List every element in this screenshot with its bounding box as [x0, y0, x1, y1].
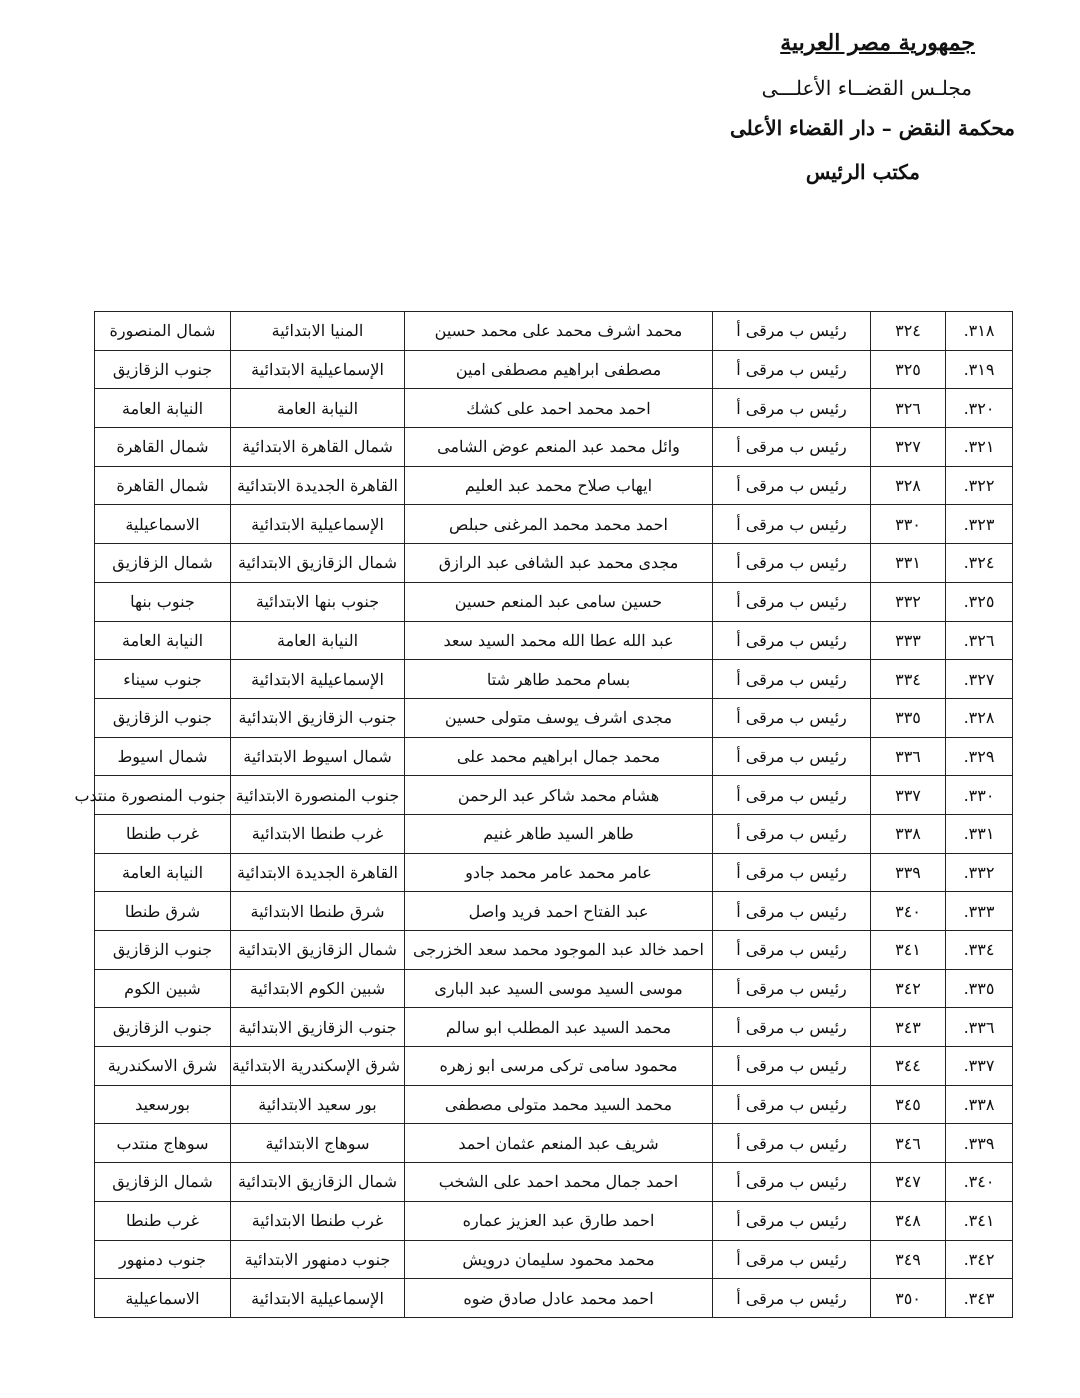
order-cell: ٣٢٤ [871, 312, 946, 351]
court-cell: شمال القاهرة الابتدائية [231, 428, 405, 467]
grade-cell: رئيس ب مرقى أ [713, 814, 871, 853]
table-row [95, 1124, 1013, 1163]
grade-cell: رئيس ب مرقى أ [713, 544, 871, 583]
order-cell: ٣٤٥ [871, 1085, 946, 1124]
order-cell: ٣٣٠ [871, 505, 946, 544]
table-row [95, 660, 1013, 699]
document-header [0, 0, 1080, 290]
region-cell: جنوب الزقازيق [95, 931, 231, 970]
region-cell: شبين الكوم [95, 969, 231, 1008]
order-cell: ٣٣٨ [871, 814, 946, 853]
serial-cell: ٣٣٨. [946, 1085, 1013, 1124]
header-council: مجلـس القضــاء الأعلـــى [761, 76, 972, 100]
serial-cell: ٣٤٢. [946, 1240, 1013, 1279]
court-cell: شرق طنطا الابتدائية [231, 892, 405, 931]
name-cell: عبد الفتاح احمد فريد واصل [405, 892, 713, 931]
region-cell: الاسماعيلية [95, 505, 231, 544]
serial-cell: ٣٤١. [946, 1201, 1013, 1240]
order-cell: ٣٤٨ [871, 1201, 946, 1240]
table-row [95, 1240, 1013, 1279]
region-cell: شرق الاسكندرية [95, 1047, 231, 1086]
order-cell: ٣٣٩ [871, 853, 946, 892]
order-cell: ٣٤٦ [871, 1124, 946, 1163]
table-row [95, 776, 1013, 815]
serial-cell: ٣٢٧. [946, 660, 1013, 699]
grade-cell: رئيس ب مرقى أ [713, 1124, 871, 1163]
header-court: محكمة النقض – دار القضاء الأعلى [730, 116, 1015, 140]
name-cell: احمد محمد محمد المرغنى حبلص [405, 505, 713, 544]
serial-cell: ٣٣٣. [946, 892, 1013, 931]
order-cell: ٣٥٠ [871, 1279, 946, 1318]
name-cell: هشام محمد شاكر عبد الرحمن [405, 776, 713, 815]
court-cell: جنوب الزقازيق الابتدائية [231, 698, 405, 737]
court-cell: الإسماعيلية الابتدائية [231, 505, 405, 544]
name-cell: محمد محمود سليمان درويش [405, 1240, 713, 1279]
name-cell: عامر محمد عامر محمد جادو [405, 853, 713, 892]
serial-cell: ٣٢٥. [946, 582, 1013, 621]
grade-cell: رئيس ب مرقى أ [713, 505, 871, 544]
table-row [95, 428, 1013, 467]
name-cell: محمد السيد محمد متولى مصطفى [405, 1085, 713, 1124]
table-row [95, 312, 1013, 351]
serial-cell: ٣٢٠. [946, 389, 1013, 428]
region-cell: جنوب الزقازيق [95, 698, 231, 737]
region-cell: شمال القاهرة [95, 428, 231, 467]
order-cell: ٣٤٩ [871, 1240, 946, 1279]
table-row [95, 389, 1013, 428]
court-cell: شمال الزقازيق الابتدائية [231, 544, 405, 583]
region-cell: سوهاج منتدب [95, 1124, 231, 1163]
serial-cell: ٣٣١. [946, 814, 1013, 853]
grade-cell: رئيس ب مرقى أ [713, 1163, 871, 1202]
table-row [95, 1085, 1013, 1124]
table-row [95, 969, 1013, 1008]
court-cell: سوهاج الابتدائية [231, 1124, 405, 1163]
grade-cell: رئيس ب مرقى أ [713, 853, 871, 892]
name-cell: ايهاب صلاح محمد عبد العليم [405, 466, 713, 505]
serial-cell: ٣٤٠. [946, 1163, 1013, 1202]
region-cell: شمال القاهرة [95, 466, 231, 505]
serial-cell: ٣١٩. [946, 350, 1013, 389]
court-cell: القاهرة الجديدة الابتدائية [231, 466, 405, 505]
name-cell: احمد خالد عبد الموجود محمد سعد الخزرجى [405, 931, 713, 970]
region-cell: النيابة العامة [95, 621, 231, 660]
region-cell: جنوب المنصورة منتدب [95, 776, 231, 815]
order-cell: ٣٣٧ [871, 776, 946, 815]
court-cell: غرب طنطا الابتدائية [231, 1201, 405, 1240]
grade-cell: رئيس ب مرقى أ [713, 1201, 871, 1240]
court-cell: جنوب الزقازيق الابتدائية [231, 1008, 405, 1047]
grade-cell: رئيس ب مرقى أ [713, 389, 871, 428]
court-cell: النيابة العامة [231, 621, 405, 660]
table-row [95, 1201, 1013, 1240]
court-cell: شمال الزقازيق الابتدائية [231, 931, 405, 970]
header-office: مكتب الرئيس [805, 160, 920, 184]
table-row [95, 1047, 1013, 1086]
name-cell: محمد السيد عبد المطلب ابو سالم [405, 1008, 713, 1047]
order-cell: ٣٤٤ [871, 1047, 946, 1086]
name-cell: مجدى محمد عبد الشافى عبد الرازق [405, 544, 713, 583]
serial-cell: ٣٣٢. [946, 853, 1013, 892]
court-cell: الإسماعيلية الابتدائية [231, 660, 405, 699]
court-cell: المنيا الابتدائية [231, 312, 405, 351]
region-cell: جنوب الزقازيق [95, 1008, 231, 1047]
serial-cell: ٣٣٥. [946, 969, 1013, 1008]
court-cell: الإسماعيلية الابتدائية [231, 1279, 405, 1318]
order-cell: ٣٣٣ [871, 621, 946, 660]
region-cell: جنوب دمنهور [95, 1240, 231, 1279]
grade-cell: رئيس ب مرقى أ [713, 660, 871, 699]
order-cell: ٣٣٥ [871, 698, 946, 737]
order-cell: ٣٣٤ [871, 660, 946, 699]
region-cell: بورسعيد [95, 1085, 231, 1124]
grade-cell: رئيس ب مرقى أ [713, 776, 871, 815]
table-row [95, 1279, 1013, 1318]
table-row [95, 466, 1013, 505]
region-cell: غرب طنطا [95, 814, 231, 853]
name-cell: مصطفى ابراهيم مصطفى امين [405, 350, 713, 389]
table-row [95, 1163, 1013, 1202]
court-cell: جنوب المنصورة الابتدائية [231, 776, 405, 815]
court-cell: شمال اسيوط الابتدائية [231, 737, 405, 776]
table-row [95, 892, 1013, 931]
order-cell: ٣٤٢ [871, 969, 946, 1008]
region-cell: النيابة العامة [95, 853, 231, 892]
name-cell: محمود سامى تركى مرسى ابو زهره [405, 1047, 713, 1086]
table-row [95, 582, 1013, 621]
table-row [95, 931, 1013, 970]
grade-cell: رئيس ب مرقى أ [713, 350, 871, 389]
table-row [95, 621, 1013, 660]
serial-cell: ٣٢٣. [946, 505, 1013, 544]
table-row [95, 814, 1013, 853]
order-cell: ٣٢٨ [871, 466, 946, 505]
order-cell: ٣٢٧ [871, 428, 946, 467]
header-country: جمهورية مصر العربية [780, 30, 975, 56]
grade-cell: رئيس ب مرقى أ [713, 312, 871, 351]
table-row [95, 698, 1013, 737]
grade-cell: رئيس ب مرقى أ [713, 428, 871, 467]
court-cell: القاهرة الجديدة الابتدائية [231, 853, 405, 892]
serial-cell: ٣٢٦. [946, 621, 1013, 660]
serial-cell: ٣٤٣. [946, 1279, 1013, 1318]
serial-cell: ٣١٨. [946, 312, 1013, 351]
serial-cell: ٣٣٤. [946, 931, 1013, 970]
table-row [95, 350, 1013, 389]
region-cell: جنوب الزقازيق [95, 350, 231, 389]
name-cell: بسام محمد طاهر شتا [405, 660, 713, 699]
serial-cell: ٣٢١. [946, 428, 1013, 467]
table-row [95, 1008, 1013, 1047]
name-cell: احمد جمال محمد احمد على الشخب [405, 1163, 713, 1202]
order-cell: ٣٣٢ [871, 582, 946, 621]
grade-cell: رئيس ب مرقى أ [713, 931, 871, 970]
order-cell: ٣٢٦ [871, 389, 946, 428]
order-cell: ٣٢٥ [871, 350, 946, 389]
order-cell: ٣٤٧ [871, 1163, 946, 1202]
grade-cell: رئيس ب مرقى أ [713, 1240, 871, 1279]
region-cell: شمال المنصورة [95, 312, 231, 351]
table-row [95, 737, 1013, 776]
order-cell: ٣٣١ [871, 544, 946, 583]
grade-cell: رئيس ب مرقى أ [713, 1047, 871, 1086]
name-cell: عبد الله عطا الله محمد السيد سعد [405, 621, 713, 660]
name-cell: محمد جمال ابراهيم محمد على [405, 737, 713, 776]
court-cell: شرق الإسكندرية الابتدائية [231, 1047, 405, 1086]
serial-cell: ٣٣٠. [946, 776, 1013, 815]
court-cell: جنوب بنها الابتدائية [231, 582, 405, 621]
court-cell: شبين الكوم الابتدائية [231, 969, 405, 1008]
court-cell: غرب طنطا الابتدائية [231, 814, 405, 853]
order-cell: ٣٣٦ [871, 737, 946, 776]
name-cell: احمد طارق عبد العزيز عماره [405, 1201, 713, 1240]
grade-cell: رئيس ب مرقى أ [713, 621, 871, 660]
serial-cell: ٣٢٩. [946, 737, 1013, 776]
region-cell: شمال اسيوط [95, 737, 231, 776]
grade-cell: رئيس ب مرقى أ [713, 737, 871, 776]
table-row [95, 544, 1013, 583]
name-cell: محمد اشرف محمد على محمد حسين [405, 312, 713, 351]
name-cell: وائل محمد عبد المنعم عوض الشامى [405, 428, 713, 467]
name-cell: طاهر السيد طاهر غنيم [405, 814, 713, 853]
serial-cell: ٣٢٤. [946, 544, 1013, 583]
serial-cell: ٣٣٦. [946, 1008, 1013, 1047]
court-cell: جنوب دمنهور الابتدائية [231, 1240, 405, 1279]
name-cell: شريف عبد المنعم عثمان احمد [405, 1124, 713, 1163]
region-cell: غرب طنطا [95, 1201, 231, 1240]
grade-cell: رئيس ب مرقى أ [713, 582, 871, 621]
serial-cell: ٣٢٨. [946, 698, 1013, 737]
region-cell: جنوب بنها [95, 582, 231, 621]
serial-cell: ٣٣٧. [946, 1047, 1013, 1086]
grade-cell: رئيس ب مرقى أ [713, 1279, 871, 1318]
region-cell: شمال الزقازيق [95, 1163, 231, 1202]
serial-cell: ٣٢٢. [946, 466, 1013, 505]
judges-table-body [74, 312, 1013, 1318]
region-cell: الاسماعيلية [95, 1279, 231, 1318]
name-cell: مجدى اشرف يوسف متولى حسين [405, 698, 713, 737]
region-cell: النيابة العامة [95, 389, 231, 428]
court-cell: الإسماعيلية الابتدائية [231, 350, 405, 389]
grade-cell: رئيس ب مرقى أ [713, 892, 871, 931]
judges-table [74, 311, 1013, 1318]
court-cell: بور سعيد الابتدائية [231, 1085, 405, 1124]
region-cell: شرق طنطا [95, 892, 231, 931]
table-row [95, 853, 1013, 892]
grade-cell: رئيس ب مرقى أ [713, 969, 871, 1008]
name-cell: حسين سامى عبد المنعم حسين [405, 582, 713, 621]
table-row [95, 505, 1013, 544]
court-cell: شمال الزقازيق الابتدائية [231, 1163, 405, 1202]
order-cell: ٣٤٠ [871, 892, 946, 931]
order-cell: ٣٤١ [871, 931, 946, 970]
order-cell: ٣٤٣ [871, 1008, 946, 1047]
grade-cell: رئيس ب مرقى أ [713, 1085, 871, 1124]
grade-cell: رئيس ب مرقى أ [713, 1008, 871, 1047]
court-cell: النيابة العامة [231, 389, 405, 428]
grade-cell: رئيس ب مرقى أ [713, 466, 871, 505]
region-cell: جنوب سيناء [95, 660, 231, 699]
name-cell: احمد محمد عادل صادق ضوه [405, 1279, 713, 1318]
grade-cell: رئيس ب مرقى أ [713, 698, 871, 737]
serial-cell: ٣٣٩. [946, 1124, 1013, 1163]
name-cell: احمد محمد احمد على كشك [405, 389, 713, 428]
name-cell: موسى السيد موسى السيد عبد البارى [405, 969, 713, 1008]
region-cell: شمال الزقازيق [95, 544, 231, 583]
